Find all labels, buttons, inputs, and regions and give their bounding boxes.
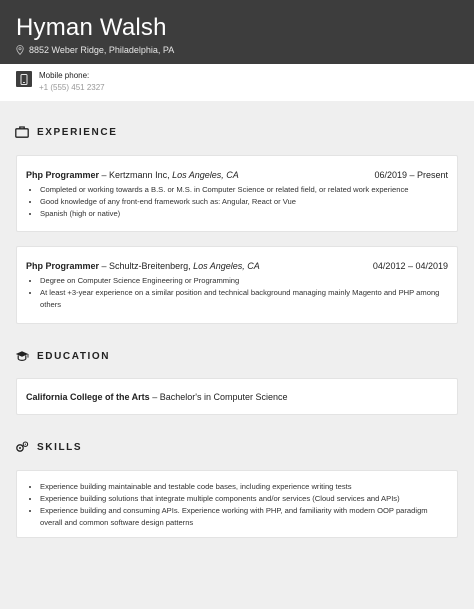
- job-dates: 06/2019 – Present: [374, 170, 448, 180]
- school-name: California College of the Arts: [26, 392, 150, 402]
- phone-icon-box: [16, 71, 32, 87]
- job-bullet: • At least +3-year experience on a similar position and technical background managing mainly Magento and PHP among others: [40, 287, 443, 311]
- job-company: Kertzmann Inc,: [109, 170, 170, 180]
- skills-heading: [15, 441, 82, 453]
- job-location: Los Angeles, CA: [172, 170, 239, 180]
- contact-bar: [0, 64, 474, 101]
- skill-item: • Experience building and consuming APIs. Experience working with PHP, and familiarity with modern OOP paradigm overall and common software design patterns: [40, 505, 443, 529]
- education-heading: [15, 350, 110, 362]
- skill-item: • Experience building maintainable and testable code bases, including experience writing tests: [40, 481, 443, 493]
- briefcase-icon: [15, 126, 29, 138]
- skills-card: [16, 470, 458, 538]
- job-card-1: [16, 155, 458, 232]
- job-bullet: • Good knowledge of any front-end framework such as: Angular, React or Vue: [40, 196, 443, 208]
- education-heading-text: California College of the Arts – Bachelor's in Computer Science: [26, 392, 288, 402]
- job-role: Php Programmer: [26, 261, 100, 271]
- job-role: Php Programmer: [26, 170, 100, 180]
- skill-item: • Experience building solutions that integrate multiple components and/or services (Cloud services and APIs): [40, 493, 443, 505]
- gears-icon: [15, 441, 29, 453]
- job-heading: Php Programmer – Kertzmann Inc, Los Angeles, CA: [26, 170, 239, 180]
- job-bullet: • Completed or working towards a B.S. or M.S. in Computer Science or related field, or related work experience: [40, 184, 443, 196]
- mobile-phone-icon: [20, 74, 28, 85]
- job-bullet: • Spanish (high or native): [40, 208, 443, 220]
- job-bullet: • Degree on Computer Science Engineering or Programming: [40, 275, 443, 287]
- address-line: [16, 45, 174, 55]
- degree-name: Bachelor's in Computer Science: [159, 392, 288, 402]
- address-text: 8852 Weber Ridge, Philadelphia, PA: [29, 45, 175, 55]
- education-card: [16, 378, 458, 415]
- skills-title: SKILLS: [37, 441, 83, 453]
- resume-header: [0, 0, 474, 64]
- job-bullets: [40, 275, 443, 311]
- job-location: Los Angeles, CA: [193, 261, 260, 271]
- experience-title: EXPERIENCE: [37, 126, 118, 138]
- job-title-row: [26, 170, 448, 180]
- education-row: [26, 392, 448, 402]
- job-title-row: [26, 261, 448, 271]
- phone-value: +1 (555) 451 2327: [39, 83, 105, 92]
- phone-label: Mobile phone:: [39, 71, 90, 80]
- experience-heading: [15, 126, 117, 138]
- location-pin-icon: [16, 45, 24, 55]
- job-dates: 04/2012 – 04/2019: [372, 261, 448, 271]
- candidate-name: Hyman Walsh: [16, 14, 167, 41]
- skills-list: [40, 481, 443, 529]
- graduation-cap-icon: [15, 350, 29, 362]
- job-bullets: [40, 184, 443, 220]
- job-card-2: [16, 246, 458, 324]
- education-title: EDUCATION: [37, 350, 111, 362]
- job-heading: Php Programmer – Schultz-Breitenberg, Los Angeles, CA: [26, 261, 260, 271]
- job-company: Schultz-Breitenberg,: [109, 261, 191, 271]
